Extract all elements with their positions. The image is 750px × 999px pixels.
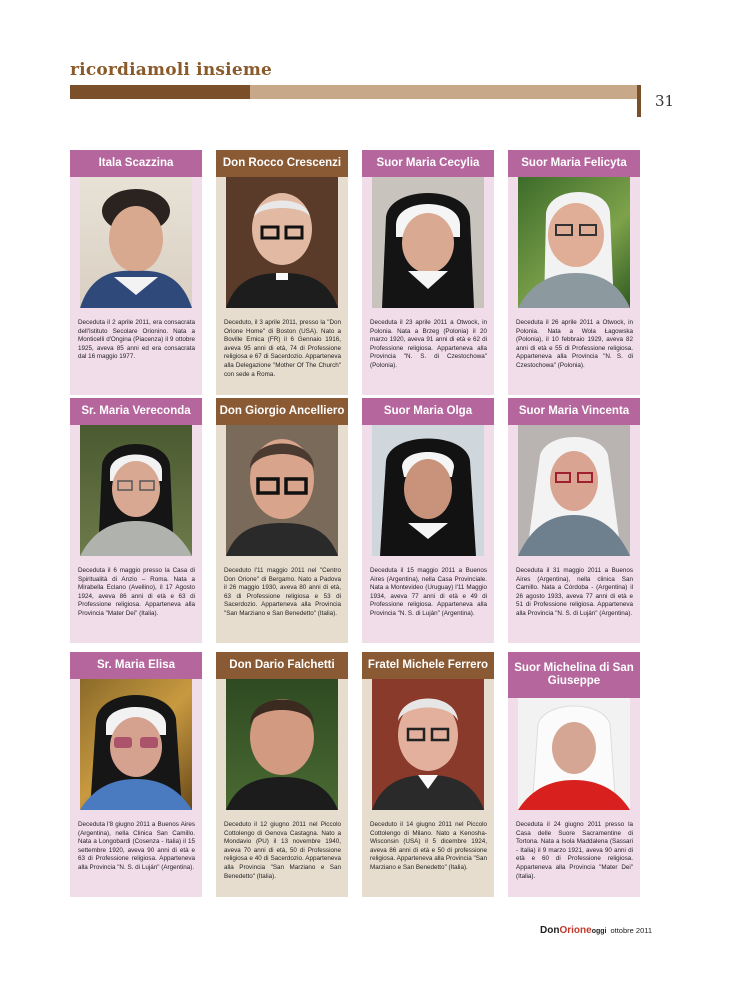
obituary-card <box>70 150 202 395</box>
card-text: Deceduto l'11 maggio 2011 nel "Centro Don Orione" di Bergamo. Nato a Padova il 26 maggio 1930, aveva 80 anni di età, 63 di Professione religiosa e 53 di Sacerdozio. Apparteneva alla Provincia "San Marziano e San Benedetto" (Italia). <box>224 567 341 617</box>
card-text: Deceduta il 24 giugno 2011 presso la Casa delle Suore Sacramentine di Tortona. Nata a Isola Maddalena (Sassari - Italia) il 9 marzo 1921, aveva 90 anni di età e 60 di Professione religiosa. Apparteneva alla Provincia "Mater Dei" (Italia). <box>516 821 633 880</box>
card-name: Don Dario Falchetti <box>216 652 348 679</box>
issue-date: ottobre 2011 <box>610 926 653 935</box>
obituary-card <box>216 150 348 395</box>
footer-brand <box>540 925 652 936</box>
card-name: Itala Scazzina <box>70 150 202 177</box>
obituary-card <box>216 652 348 897</box>
card-text: Deceduta l'8 giugno 2011 a Buenos Aires (Argentina), nella Clinica San Camillo. Nata a Longobardi (Cosenza - Italia) il 15 settembre 1920, aveva 90 anni di età e 63 di Professione religiosa. Apparteneva alla Provincia "N. S. di Luján" (Argentina). <box>78 821 195 871</box>
brand-oggi: oggi <box>591 928 607 935</box>
card-name: Suor Maria Olga <box>362 398 494 425</box>
card-text: Deceduta il 23 aprile 2011 a Otwock, in Polonia. Nata a Brzeg (Polonia) il 20 marzo 1920, aveva 91 anni di età e 62 di Professione religiosa. Apparteneva alla Provincia "N. S. di Czestochowa" (Polonia). <box>370 319 487 369</box>
portrait-photo <box>226 177 338 308</box>
portrait-photo <box>226 425 338 556</box>
card-name: Don Rocco Crescenzi <box>216 150 348 177</box>
card-name: Suor Maria Felicyta <box>508 150 640 177</box>
brand-orione: Orione <box>559 925 592 936</box>
portrait-photo <box>80 679 192 810</box>
portrait-photo <box>518 425 630 556</box>
header-rule-vertical <box>637 85 641 117</box>
portrait-photo <box>80 177 192 308</box>
card-name: Suor Maria Vincenta <box>508 398 640 425</box>
portrait-photo <box>518 698 630 810</box>
card-name: Sr. Maria Elisa <box>70 652 202 679</box>
obituary-card <box>70 398 202 643</box>
card-text: Deceduto, il 3 aprile 2011, presso la "Don Orione Home" di Boston (USA). Nato a Boville Ernica (FR) il 6 Gennaio 1916, aveva 95 anni di età, 74 di Professione religiosa e 67 di Sacerdozio. Apparteneva alla Delegazione "Mother Of The Church" con sede a Roma. <box>224 319 341 378</box>
obituary-card <box>508 150 640 395</box>
card-name: Fratel Michele Ferrero <box>362 652 494 679</box>
card-name: Suor Maria Cecylia <box>362 150 494 177</box>
brand-don: Don <box>540 925 560 936</box>
obituary-card <box>362 652 494 897</box>
card-text: Deceduto il 12 giugno 2011 nel Piccolo Cottolengo di Genova Castagna. Nato a Mondavio (PU) il 13 novembre 1940, aveva 70 anni di età, 50 di Professione religiosa e 40 di Sacerdozio. Apparteneva alla Provincia "San Marziano e San Benedetto" (Italia). <box>224 821 341 880</box>
portrait-photo <box>372 425 484 556</box>
portrait-photo <box>372 679 484 810</box>
obituary-card <box>508 652 640 897</box>
card-name: Sr. Maria Vereconda <box>70 398 202 425</box>
card-text: Deceduta il 15 maggio 2011 a Buenos Aires (Argentina), nella Casa Provinciale. Nata a Montevideo (Uruguay) l'11 Maggio 1934, aveva 77 anni di età e 49 di Professione religiosa. Apparteneva alla Provincia "N. S. di Luján" (Argentina). <box>370 567 487 617</box>
card-text: Deceduta il 6 maggio presso la Casa di Spiritualità di Anzio – Roma. Nata a Mirabella Eclano (Avellino), il 17 Agosto 1924, aveva 86 anni di età e 63 di Professione religiosa. Apparteneva alla Provincia "Mater Dei" (Italia). <box>78 567 195 617</box>
obituary-card <box>362 150 494 395</box>
obituary-card <box>70 652 202 897</box>
section-title: ricordiamoli insieme <box>70 60 273 80</box>
portrait-photo <box>226 679 338 810</box>
obituary-card <box>362 398 494 643</box>
page-number: 31 <box>655 92 675 110</box>
portrait-photo <box>518 177 630 308</box>
card-text: Deceduta il 31 maggio 2011 a Buenos Aires (Argentina), nella clinica San Camillo. Nata a Córdoba - (Argentina) il 26 agosto 1933, aveva 77 anni di età e 51 di Professione religiosa. Apparteneva alla Provincia "N. S. di Luján" (Argentina). <box>516 567 633 617</box>
card-name: Suor Michelina di San Giuseppe <box>508 652 640 698</box>
obituary-card <box>216 398 348 643</box>
portrait-photo <box>372 177 484 308</box>
card-name: Don Giorgio Ancelliero <box>216 398 348 425</box>
portrait-photo <box>80 425 192 556</box>
header-rule-dark <box>70 85 250 99</box>
card-text: Deceduta il 2 aprile 2011, era consacrata dell'Istituto Secolare Orionino. Nata a Monticelli d'Ongina (Piacenza) il 9 ottobre 1925, aveva 85 anni ed era consacrata dal 16 maggio 1977. <box>78 319 195 361</box>
card-text: Deceduta il 26 aprile 2011 a Otwock, in Polonia. Nata a Wola Łagowska (Polonia), il 10 febbraio 1929, aveva 82 anni di età e 55 di Professione religiosa. Apparteneva alla Provincia "N. S. di Czestochowa" (Polonia). <box>516 319 633 369</box>
obituary-card <box>508 398 640 643</box>
card-text: Deceduto il 14 giugno 2011 nel Piccolo Cottolengo di Milano. Nato a Kenosha-Wisconsin (USA) il 5 dicembre 1924, aveva 86 anni di età e 50 di professione religiosa. Apparteneva alla Provincia "San Marziano e San Benedetto" (Italia). <box>370 821 487 871</box>
